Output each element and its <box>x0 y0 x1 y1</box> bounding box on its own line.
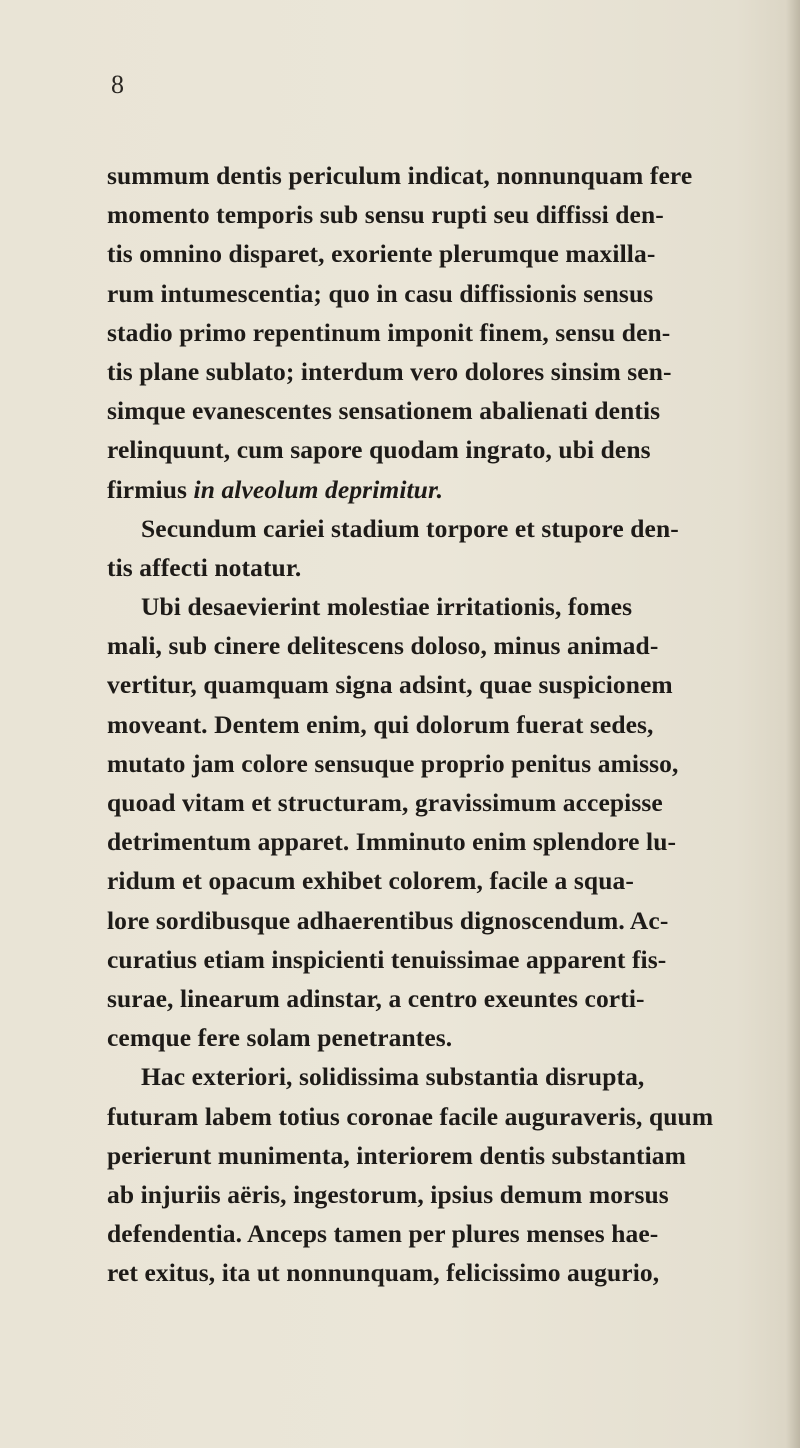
text-line: defendentia. Anceps tamen per plures menses hae- <box>107 1219 659 1249</box>
text-line: tis affecti notatur. <box>107 552 302 582</box>
text-line: curatius etiam inspicienti tenuissimae apparent fis- <box>107 944 667 974</box>
text-line: relinquunt, cum sapore quodam ingrato, ubi dens <box>107 435 651 465</box>
text-line: perierunt munimenta, interiorem dentis substantiam <box>107 1140 686 1170</box>
text-line: simque evanescentes sensationem abalienati dentis <box>107 396 661 426</box>
text-line: tis plane sublato; interdum vero dolores sinsim sen- <box>107 356 672 386</box>
page-number: 8 <box>111 70 124 99</box>
text-line: tis omnino disparet, exoriente plerumque maxilla- <box>107 239 656 269</box>
text-line: ab injuriis aëris, ingestorum, ipsius demum morsus <box>107 1179 669 1209</box>
text-line: summum dentis periculum indicat, nonnunquam fere <box>107 161 693 190</box>
text-line: cemque fere solam penetrantes. <box>107 1023 453 1053</box>
text-line: ridum et opacum exhibet colorem, facile a squa- <box>107 866 634 896</box>
text-line: lore sordibusque adhaerentibus dignoscendum. Ac- <box>107 905 669 935</box>
text-line: quoad vitam et structuram, gravissimum accepisse <box>107 788 663 817</box>
paragraph-start-line: Ubi desaevierint molestiae irritationis, fomes <box>141 592 633 622</box>
text-line-roman: firmius <box>107 474 194 504</box>
text-line: rum intumescentia; quo in casu diffissionis sensus <box>107 278 654 308</box>
paragraph-start-line: Hac exteriori, solidissima substantia disrupta, <box>141 1062 645 1092</box>
text-line: surae, linearum adinstar, a centro exeuntes corti- <box>107 983 645 1013</box>
text-line: momento temporis sub sensu rupti seu diffissi den- <box>107 200 664 230</box>
text-line: detrimentum apparet. Imminuto enim splendore lu- <box>107 827 677 857</box>
text-line: moveant. Dentem enim, qui dolorum fuerat sedes, <box>107 709 654 739</box>
text-line: stadio primo repentinum imponit finem, sensu den- <box>107 317 671 347</box>
paragraph-start-line: Secundum cariei stadium torpore et stupore den- <box>141 513 679 543</box>
text-line: mutato jam colore sensuque proprio penitus amisso, <box>107 748 679 778</box>
text-line: mali, sub cinere delitescens doloso, minus animad- <box>107 631 659 661</box>
text-line: futuram labem totius coronae facile auguraveris, quum <box>107 1101 714 1131</box>
body-text <box>107 156 797 1292</box>
text-line <box>107 470 797 509</box>
text-line: ret exitus, ita ut nonnunquam, felicissimo augurio, <box>107 1258 660 1288</box>
text-line: vertitur, quamquam signa adsint, quae suspicionem <box>107 670 673 700</box>
text-line-italic: in alveolum deprimitur. <box>193 474 444 504</box>
